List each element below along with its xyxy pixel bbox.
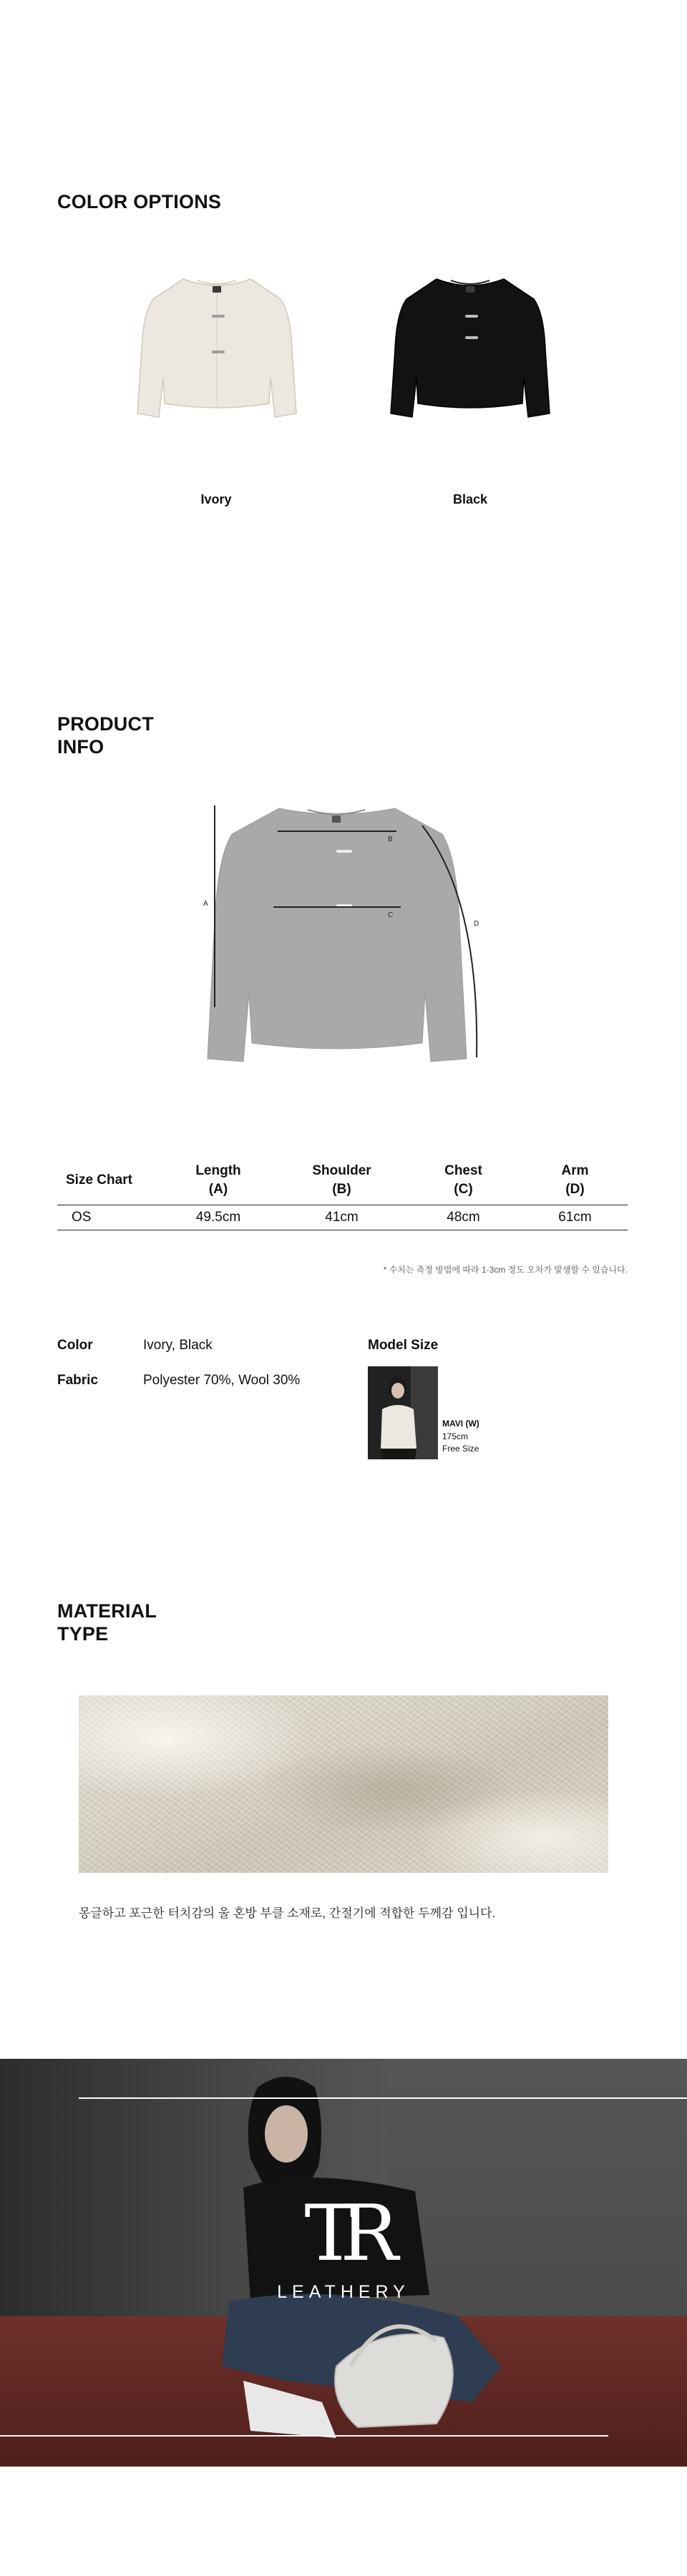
arm-header: Arm (D) (561, 1163, 589, 1197)
size-note: * 수치는 측정 방법에 따라 1-3cm 정도 오차가 발생할 수 있습니다. (383, 1265, 628, 1275)
length-cell: 49.5cm (195, 1210, 241, 1225)
banner-top-rule (79, 2097, 687, 2099)
chest-header: Chest (C) (444, 1163, 482, 1197)
material-type-title-line1: MATERIAL (57, 1600, 157, 1622)
fabric-spec-value: Polyester 70%, Wool 30% (143, 1373, 301, 1388)
size-diagram (193, 800, 494, 1072)
material-description: 몽글하고 포근한 터치감의 울 혼방 부클 소재로, 간절기에 적합한 두께감 입니다. (79, 1906, 496, 1920)
jacket-black-image (381, 270, 560, 428)
brand-logo-word: LEATHERY (277, 2282, 410, 2302)
material-type-title-line2: TYPE (57, 1623, 109, 1645)
color-option-ivory-label: Ivory (200, 492, 232, 506)
diagram-label-b: B (388, 836, 393, 843)
length-header: Length (A) (195, 1163, 241, 1197)
model-size-title: Model Size (368, 1338, 439, 1353)
color-option-black-label: Black (452, 492, 488, 506)
diagram-label-d: D (474, 920, 479, 928)
shoulder-header: Shoulder (B) (312, 1163, 371, 1197)
diagram-label-a: A (203, 900, 208, 908)
model-height: 175cm (442, 1431, 469, 1441)
brand-banner (0, 2059, 687, 2467)
color-spec-value: Ivory, Black (143, 1338, 213, 1353)
banner-bottom-rule (0, 2435, 608, 2437)
model-photo (368, 1366, 438, 1459)
diagram-label-c: C (388, 911, 394, 919)
fabric-spec-label: Fabric (57, 1373, 99, 1388)
color-options-title: COLOR OPTIONS (57, 191, 222, 212)
size-cell: OS (72, 1210, 92, 1225)
size-chart-table (57, 1157, 628, 1230)
table-row (57, 1205, 628, 1230)
size-chart-header: Size Chart (66, 1172, 132, 1187)
product-info-title-line1: PRODUCT (57, 713, 154, 735)
jacket-ivory-image (127, 270, 306, 428)
size-chart-header-row (57, 1157, 628, 1205)
chest-cell: 48cm (447, 1210, 480, 1225)
shoulder-cell: 41cm (325, 1210, 359, 1225)
brand-logo (0, 2189, 687, 2303)
arm-cell: 61cm (558, 1210, 592, 1225)
color-spec-label: Color (57, 1338, 93, 1353)
brand-logo-letters: TR (304, 2189, 383, 2278)
product-info-title-line2: INFO (57, 736, 104, 758)
fabric-texture-image (79, 1695, 608, 1873)
model-fit-size: Free Size (442, 1444, 479, 1454)
model-name: MAVI (W) (442, 1419, 479, 1429)
